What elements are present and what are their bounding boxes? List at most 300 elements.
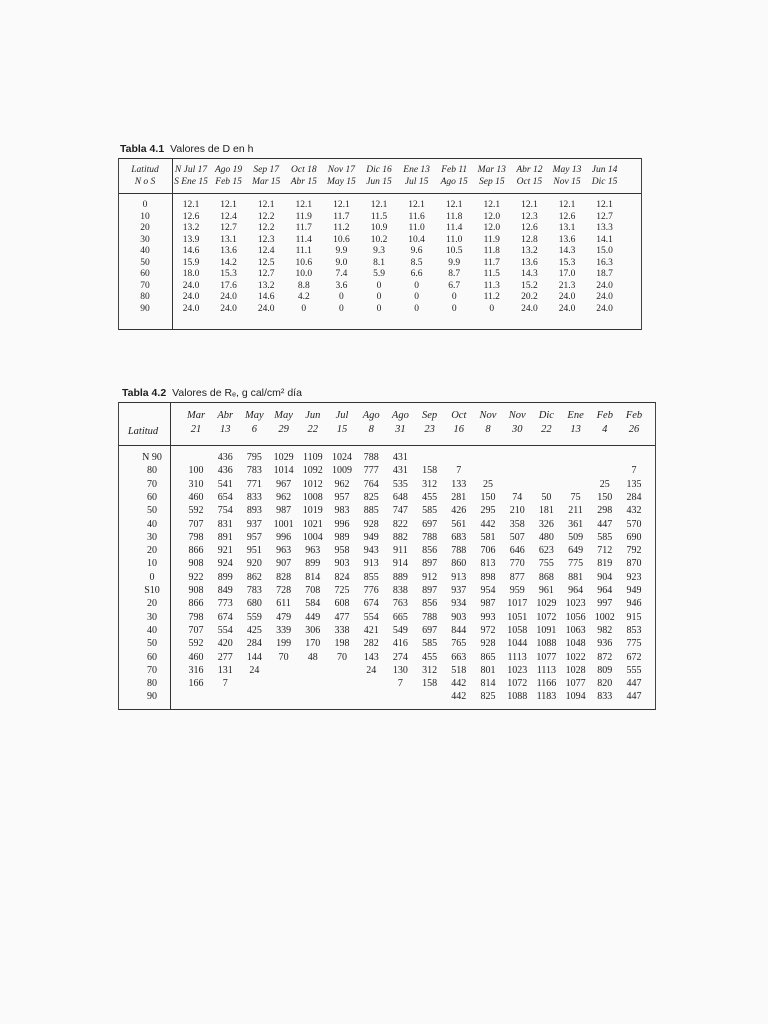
- table2-value: 460: [188, 651, 204, 663]
- table2-value: 964: [597, 585, 613, 596]
- table2-header-date: 22: [541, 424, 552, 435]
- table1-value: 9.3: [373, 246, 385, 256]
- table2-value: 814: [305, 571, 321, 583]
- table2-value: 135: [626, 478, 642, 490]
- table2-value: 326: [538, 518, 554, 530]
- table2-value: 570: [626, 518, 642, 530]
- table1-header-date: Sep 17: [253, 165, 279, 175]
- table1-value: 12.0: [483, 223, 501, 233]
- table1-value: 0: [376, 280, 382, 291]
- table1-header-lat: N o S: [134, 177, 156, 187]
- table1-header-date: N Jul 17: [174, 165, 208, 175]
- table2-value: 856: [422, 598, 438, 610]
- table1-value: 13.2: [521, 246, 538, 256]
- table2-value: 25: [483, 478, 493, 490]
- table2-value: 1019: [302, 505, 323, 517]
- table2-value: 436: [217, 452, 233, 463]
- table2-value: 1113: [507, 651, 527, 663]
- table2-value: 585: [422, 638, 438, 650]
- table2-value: 775: [626, 638, 642, 650]
- table2-value: 856: [422, 545, 438, 557]
- table1-value: 9.9: [448, 257, 461, 268]
- table2-value: 455: [422, 651, 438, 663]
- table1-latitude: 0: [142, 200, 148, 210]
- table1-value: 12.1: [445, 200, 463, 210]
- table2-value: 928: [480, 638, 496, 650]
- table1-value: 24.0: [182, 303, 200, 314]
- table1-header-date: S Ene 15: [174, 177, 208, 187]
- table2-value: 838: [392, 585, 408, 596]
- table2-latitude: 30: [147, 611, 157, 623]
- table2: [118, 402, 656, 710]
- table2-value: 972: [480, 624, 496, 636]
- table2-column-rule: [170, 403, 171, 709]
- table2-header-date: 6: [251, 424, 258, 435]
- table2-latitude: 60: [147, 491, 157, 503]
- table1-value: 21.3: [558, 280, 576, 291]
- table2-value: 131: [217, 664, 233, 676]
- table2-value: 680: [246, 598, 262, 610]
- table2-value: 592: [188, 505, 204, 517]
- table1-value: 14.2: [220, 257, 237, 268]
- table2-value: 866: [188, 545, 204, 557]
- table2-value: 899: [217, 571, 233, 583]
- table2-value: 819: [597, 558, 613, 570]
- table1-value: 13.2: [257, 280, 275, 291]
- table1-value: 11.2: [333, 223, 350, 233]
- table2-value: 951: [246, 545, 262, 557]
- table2-value: 75: [570, 491, 581, 503]
- table1-value: 12.1: [257, 200, 275, 210]
- table2-value: 937: [451, 585, 467, 596]
- table2-value: 928: [363, 518, 379, 530]
- table2-value: 541: [217, 478, 233, 490]
- table2-value: 654: [217, 491, 233, 503]
- table2-number: Tabla 4.2: [122, 387, 167, 399]
- table2-value: 555: [626, 664, 642, 676]
- table2-value: 922: [188, 571, 204, 583]
- table2-latitude: 20: [147, 598, 157, 610]
- table1-latitude: 90: [140, 303, 150, 314]
- table2-header-date: Feb: [596, 410, 613, 421]
- table2-value: 295: [480, 505, 496, 517]
- table2-value: 559: [246, 611, 262, 623]
- table2-value: 70: [278, 651, 289, 663]
- table2-header-date: Ene: [567, 410, 584, 421]
- table2-value: 426: [451, 505, 467, 517]
- table1-header-date: Nov 17: [327, 165, 355, 175]
- table2-value: 728: [276, 585, 292, 596]
- table2-value: 549: [392, 624, 408, 636]
- table2-title: Valores de Rₑ, g cal/cm² día: [172, 387, 302, 399]
- table1-value: 11.5: [483, 269, 500, 279]
- table2-header-date: 26: [628, 424, 640, 435]
- table2-value: 479: [276, 611, 292, 623]
- table1-header-lat: Latitud: [131, 165, 159, 175]
- table1-header-date: Abr 12: [516, 165, 543, 175]
- table1-value: 15.3: [220, 269, 237, 279]
- table2-value: 561: [451, 518, 467, 530]
- table2-value: 1088: [507, 691, 528, 703]
- table2-header-date: Jul: [335, 410, 349, 421]
- table1-value: 4.2: [297, 292, 310, 302]
- table2-value: 648: [392, 491, 408, 503]
- table1-value: 0: [451, 292, 457, 302]
- table1-header-date: May 13: [552, 165, 582, 175]
- table1-value: 10.6: [333, 234, 350, 245]
- table2-value: 987: [276, 505, 292, 517]
- table1-value: 17.0: [558, 269, 576, 279]
- table1-number: Tabla 4.1: [120, 143, 165, 155]
- table2-latitude: 40: [147, 518, 157, 530]
- table2-latitude: 90: [147, 691, 157, 703]
- table1-value: 13.3: [596, 223, 613, 233]
- table2-value: 868: [538, 571, 554, 583]
- table1-value: 13.6: [558, 234, 576, 245]
- table2-value: 809: [597, 664, 613, 676]
- table1-value: 11.8: [483, 246, 500, 256]
- table1-value: 0: [414, 292, 419, 302]
- table2-value: 775: [568, 558, 584, 570]
- table2-value: 1002: [594, 611, 615, 623]
- table2-value: 777: [363, 465, 379, 477]
- table2-value: 447: [626, 691, 642, 703]
- table2-value: 623: [538, 545, 554, 557]
- table2-value: 24: [366, 664, 377, 676]
- table1-value: 11.6: [408, 211, 425, 222]
- table2-value: 431: [392, 465, 408, 477]
- table2-value: 983: [334, 505, 350, 517]
- table2-value: 674: [363, 598, 379, 610]
- table1-value: 6.7: [448, 280, 461, 291]
- table2-value: 747: [392, 505, 408, 517]
- table2-value: 1029: [536, 598, 557, 610]
- table2-value: 788: [422, 531, 438, 543]
- table1-value: 14.3: [558, 246, 576, 256]
- table2-value: 963: [276, 545, 292, 557]
- table2-value: 1063: [565, 624, 586, 636]
- table1-value: 9.6: [410, 246, 423, 256]
- table2-value: 820: [597, 678, 613, 690]
- table1-value: 12.2: [257, 223, 275, 233]
- table2-value: 480: [538, 531, 554, 543]
- table1-value: 16.3: [596, 257, 613, 268]
- table2-value: 277: [217, 651, 233, 663]
- table2-value: 358: [509, 518, 525, 530]
- table2-value: 421: [363, 624, 379, 636]
- table1-latitude: 80: [140, 292, 150, 302]
- table2-value: 943: [363, 545, 379, 557]
- table1-latitude: 20: [140, 223, 150, 233]
- table2-value: 133: [451, 478, 467, 490]
- table2-header-date: 13: [219, 424, 231, 435]
- table1-value: 8.7: [448, 269, 461, 279]
- table2-value: 865: [480, 651, 496, 663]
- table1-value: 12.6: [558, 211, 576, 222]
- table1-value: 0: [376, 303, 382, 314]
- table2-value: 754: [217, 505, 233, 517]
- table1-caption: [120, 143, 253, 155]
- table2-value: 934: [451, 598, 467, 610]
- table1-latitude: 60: [140, 269, 150, 279]
- table2-value: 166: [188, 678, 204, 690]
- table2-header-date: Feb: [625, 410, 643, 421]
- table2-value: 997: [597, 598, 613, 610]
- table1-latitude: 40: [140, 246, 150, 256]
- table2-value: 833: [246, 491, 262, 503]
- table2-latitude: 20: [147, 545, 157, 557]
- table2-latitude: 50: [147, 638, 157, 650]
- table2-header-date: 16: [453, 424, 465, 435]
- table1-value: 12.4: [257, 246, 275, 256]
- table1-value: 12.1: [408, 200, 425, 210]
- table1-header-date: Oct 18: [291, 165, 317, 175]
- table2-value: 1072: [536, 611, 557, 623]
- table2-value: 1001: [273, 518, 294, 530]
- table2-value: 795: [246, 452, 262, 463]
- table2-value: 100: [188, 465, 204, 477]
- table2-value: 48: [307, 651, 318, 663]
- table2-value: 833: [597, 691, 613, 703]
- table2-value: 913: [451, 571, 467, 583]
- table1-value: 13.9: [182, 234, 200, 245]
- table1-header-date: Feb 11: [441, 165, 468, 175]
- table2-value: 962: [334, 478, 350, 490]
- table1-value: 3.6: [335, 280, 348, 291]
- table2-value: 1094: [565, 691, 586, 703]
- table1-value: 12.4: [220, 211, 237, 222]
- table1-value: 24.0: [521, 303, 538, 314]
- table1-value: 10.5: [445, 246, 463, 256]
- table2-value: 1092: [302, 465, 323, 477]
- table2-value: 1077: [565, 678, 586, 690]
- table2-value: 690: [626, 531, 642, 543]
- table1: [118, 158, 642, 330]
- table2-value: 1072: [507, 678, 528, 690]
- table2-value: 855: [363, 571, 379, 583]
- table2-value: 907: [276, 558, 292, 570]
- table2-value: 954: [480, 585, 496, 596]
- table1-value: 11.4: [295, 234, 312, 245]
- table1-value: 8.5: [410, 257, 423, 268]
- table2-value: 447: [626, 678, 642, 690]
- table2-value: 706: [480, 545, 496, 557]
- table2-value: 7: [397, 678, 403, 690]
- table2-latitude: 50: [147, 505, 157, 517]
- table2-header-date: 22: [307, 424, 319, 435]
- table2-value: 788: [363, 452, 379, 463]
- table2-value: 282: [363, 638, 379, 650]
- table2-value: 608: [334, 598, 350, 610]
- table2-header-date: 29: [278, 424, 289, 435]
- table2-header-date: Ago: [391, 410, 409, 421]
- table2-latitude: 70: [147, 664, 157, 676]
- table1-value: 13.2: [182, 223, 200, 233]
- table1-value: 11.8: [446, 211, 463, 222]
- table2-value: 436: [217, 465, 233, 477]
- table2-value: 585: [422, 505, 438, 517]
- table2-value: 764: [363, 478, 379, 490]
- table2-value: 765: [451, 638, 467, 650]
- table1-value: 12.1: [295, 200, 313, 210]
- table1-value: 17.6: [220, 280, 237, 291]
- table1-value: 12.6: [521, 223, 538, 233]
- table2-value: 1077: [536, 651, 557, 663]
- table1-header-date: May 15: [327, 177, 356, 187]
- table1-value: 10.9: [370, 223, 388, 233]
- table2-value: 870: [626, 558, 642, 570]
- table2-value: 898: [480, 571, 496, 583]
- table2-value: 584: [305, 598, 321, 610]
- table1-value: 24.0: [596, 280, 613, 291]
- table1-header-date: Jun 14: [591, 165, 618, 175]
- table2-value: 274: [392, 651, 408, 663]
- table1-value: 12.0: [483, 211, 501, 222]
- table2-header-date: 13: [570, 424, 581, 435]
- table2-value: 672: [626, 651, 642, 663]
- table2-value: 904: [597, 571, 613, 583]
- table2-value: 996: [276, 531, 292, 543]
- table1-value: 24.0: [558, 292, 576, 302]
- table1-value: 12.3: [521, 211, 538, 222]
- table2-value: 897: [422, 558, 438, 570]
- table2-value: 1048: [565, 638, 586, 650]
- table2-value: 707: [188, 518, 204, 530]
- table2-value: 7: [631, 465, 637, 477]
- table1-value: 12.7: [220, 223, 237, 233]
- table1-header-date: Dic 16: [366, 165, 392, 175]
- table2-value: 306: [305, 624, 321, 636]
- table1-value: 24.0: [596, 292, 613, 302]
- table2-value: 425: [246, 624, 262, 636]
- table1-value: 18.0: [182, 269, 200, 279]
- table1-value: 11.7: [483, 257, 500, 268]
- table2-value: 877: [509, 571, 525, 583]
- table2-header-date: 8: [485, 424, 491, 435]
- table2-value: 903: [451, 611, 467, 623]
- table2-value: 824: [334, 571, 350, 583]
- table2-value: 298: [597, 505, 613, 517]
- table2-value: 882: [392, 531, 408, 543]
- table2-value: 914: [392, 558, 408, 570]
- table1-header-date: Dic 15: [591, 177, 618, 187]
- table2-value: 813: [480, 558, 496, 570]
- table1-header-date: Ene 13: [403, 165, 430, 175]
- table1-value: 11.1: [295, 246, 312, 256]
- table2-value: 1024: [332, 452, 352, 463]
- table2-value: 788: [422, 611, 438, 623]
- table1-value: 9.9: [335, 246, 348, 256]
- table2-value: 310: [188, 478, 204, 490]
- table2-value: 130: [392, 664, 408, 676]
- table1-value: 24.0: [182, 280, 200, 291]
- table2-header-date: 30: [511, 424, 523, 435]
- table1-value: 8.8: [297, 280, 310, 291]
- table2-caption: [122, 387, 302, 399]
- table2-latitude: 40: [147, 624, 157, 636]
- table2-value: 210: [509, 505, 525, 517]
- table1-value: 24.0: [182, 292, 200, 302]
- table2-latitude: N 90: [142, 452, 162, 463]
- table2-value: 844: [451, 624, 467, 636]
- table2-value: 338: [334, 624, 350, 636]
- table1-value: 0: [339, 303, 344, 314]
- table1-value: 11.0: [446, 234, 463, 245]
- table2-value: 908: [188, 558, 204, 570]
- table2-value: 1044: [507, 638, 528, 650]
- table2-header-date: Abr: [217, 410, 234, 421]
- table2-value: 872: [597, 651, 613, 663]
- table2-value: 763: [392, 598, 408, 610]
- table2-value: 903: [334, 558, 350, 570]
- table2-latitude: 80: [147, 678, 157, 690]
- table2-latitude: 10: [147, 558, 157, 570]
- table2-value: 822: [392, 518, 408, 530]
- table2-value: 814: [480, 678, 496, 690]
- table1-value: 11.3: [483, 280, 500, 291]
- table2-value: 312: [422, 664, 438, 676]
- table1-value: 18.7: [596, 269, 613, 279]
- table2-value: 798: [188, 531, 204, 543]
- table2-value: 961: [538, 585, 554, 596]
- table2-value: 889: [392, 571, 408, 583]
- table2-value: 432: [626, 505, 642, 517]
- table2-value: 211: [568, 505, 583, 517]
- table1-latitude: 70: [140, 280, 150, 291]
- table2-value: 535: [392, 478, 408, 490]
- table2-value: 1091: [536, 624, 557, 636]
- table2-value: 449: [305, 611, 321, 623]
- table2-value: 1109: [302, 452, 323, 463]
- table2-value: 893: [246, 505, 262, 517]
- table1-value: 12.3: [257, 234, 275, 245]
- table1-value: 24.0: [558, 303, 576, 314]
- table2-value: 649: [568, 545, 584, 557]
- table1-header-date: Mar 13: [477, 165, 506, 175]
- table2-value: 959: [509, 585, 525, 596]
- table2-header-date: Mar: [186, 410, 206, 421]
- table1-value: 12.5: [257, 257, 275, 268]
- table2-value: 70: [337, 651, 347, 663]
- table1-value: 15.3: [558, 257, 576, 268]
- table2-value: 198: [334, 638, 350, 650]
- table2-value: 25: [599, 478, 610, 490]
- table2-value: 281: [451, 491, 467, 503]
- table2-value: 1058: [507, 624, 528, 636]
- table1-value: 10.6: [295, 257, 313, 268]
- table1-value: 6.6: [410, 269, 423, 279]
- table2-value: 771: [246, 478, 262, 490]
- table1-value: 14.6: [257, 292, 275, 302]
- table2-value: 339: [276, 624, 292, 636]
- table2-value: 912: [422, 571, 438, 583]
- table2-latitude: 60: [147, 651, 157, 663]
- table2-value: 665: [392, 611, 408, 623]
- table1-header-date: Nov 15: [553, 177, 581, 187]
- table1-value: 0: [339, 292, 344, 302]
- table1-header-date: Ago 15: [440, 177, 468, 187]
- table2-header-date: 8: [368, 424, 374, 435]
- table2-value: 993: [480, 611, 496, 623]
- table2-value: 455: [422, 491, 438, 503]
- table1-value: 14.6: [182, 246, 200, 256]
- table2-value: 24: [249, 664, 260, 676]
- table1-value: 10.2: [370, 234, 388, 245]
- table2-value: 284: [246, 638, 262, 650]
- table2-value: 646: [509, 545, 525, 557]
- table2-value: 788: [451, 545, 467, 557]
- table2-value: 958: [334, 545, 350, 557]
